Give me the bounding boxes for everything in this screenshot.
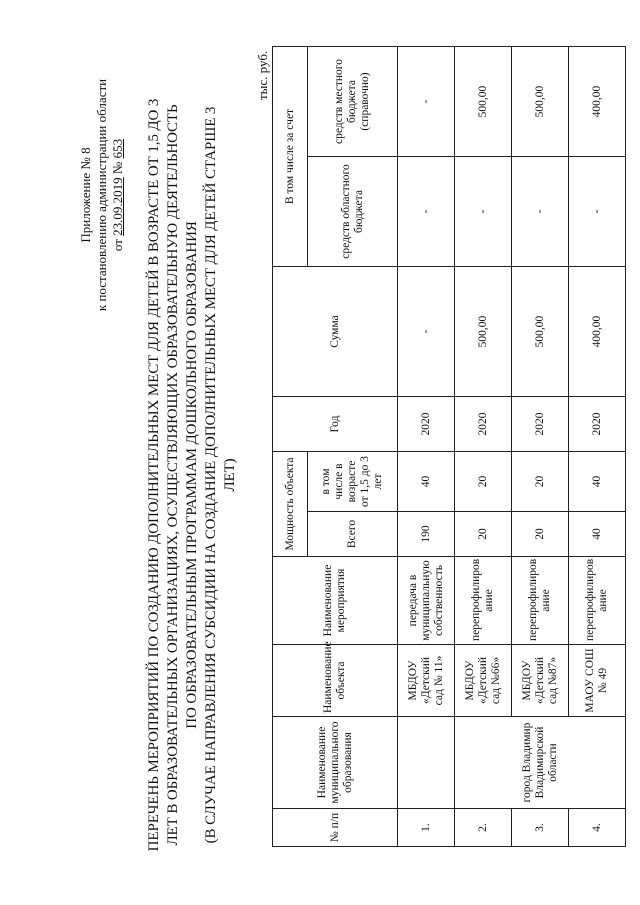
cell-regional: - — [455, 157, 512, 267]
cell-object: МБДОУ «Детский сад № 11» — [398, 645, 455, 717]
cell-capacity-total: 20 — [455, 512, 512, 557]
header-year: Год — [273, 397, 398, 452]
cell-capacity-age: 40 — [569, 452, 626, 512]
cell-object: МБДОУ «Детский сад №66» — [455, 645, 512, 717]
cell-capacity-total: 190 — [398, 512, 455, 557]
title-line-5: ЛЕТ) — [222, 458, 238, 492]
cell-regional: - — [569, 157, 626, 267]
title-line-3: ПО ОБРАЗОВАТЕЛЬНЫМ ПРОГРАММАМ ДОШКОЛЬНОГО ОБРАЗОВАНИЯ — [184, 221, 200, 729]
header-capacity: Мощность объекта — [273, 452, 308, 557]
annex-number-prefix: № — [110, 161, 125, 175]
cell-object: МБДОУ «Детский сад №87» — [512, 645, 569, 717]
table-row — [398, 47, 455, 847]
cell-local: 500,00 — [512, 47, 569, 157]
measures-table — [272, 46, 626, 847]
cell-capacity-age: 20 — [455, 452, 512, 512]
header-regional: средств областного бюджета — [308, 157, 398, 267]
annex-number: Приложение № 8 — [78, 147, 93, 243]
cell-event: перепрофилиров ание — [455, 557, 512, 645]
cell-sum: - — [398, 267, 455, 397]
table-row — [455, 47, 512, 847]
cell-year: 2020 — [512, 397, 569, 452]
cell-regional: - — [398, 157, 455, 267]
header-event: Наименование мероприятия — [273, 557, 398, 645]
cell-local: 500,00 — [455, 47, 512, 157]
cell-sum: 400,00 — [569, 267, 626, 397]
header-municipality: Наименование муниципального образования — [273, 717, 398, 809]
cell-regional: - — [512, 157, 569, 267]
cell-year: 2020 — [398, 397, 455, 452]
header-capacity-total: Всего — [308, 512, 398, 557]
annex-date-prefix: от — [110, 239, 125, 252]
cell-year: 2020 — [455, 397, 512, 452]
unit-label: тыс. руб. — [255, 50, 270, 100]
title-line-1: ПЕРЕЧЕНЬ МЕРОПРИЯТИЙ ПО СОЗДАНИЮ ДОПОЛНИТЕЛЬНЫХ МЕСТ ДЛЯ ДЕТЕЙ В ВОЗРАСТЕ ОТ 1,5 ДО 3 — [146, 98, 162, 852]
annex-date-line — [110, 45, 126, 345]
header-capacity-age: в том числе в возрасте от 1,5 до 3 лет — [308, 452, 398, 512]
cell-num: 3. — [512, 809, 569, 847]
header-object: Наименование объекта — [273, 645, 398, 717]
cell-capacity-total: 40 — [569, 512, 626, 557]
cell-sum: 500,00 — [512, 267, 569, 397]
cell-event: перепрофилиров ание — [569, 557, 626, 645]
cell-municipality — [398, 717, 455, 809]
cell-year: 2020 — [569, 397, 626, 452]
title-line-4: (В СЛУЧАЕ НАПРАВЛЕНИЯ СУБСИДИИ НА СОЗДАНИЕ ДОПОЛНИТЕЛЬНЫХ МЕСТ ДЛЯ ДЕТЕЙ СТАРШЕ 3 — [203, 106, 219, 844]
cell-capacity-total: 20 — [512, 512, 569, 557]
cell-capacity-age: 20 — [512, 452, 569, 512]
header-incl: В том числе за счет — [273, 47, 308, 267]
annex-resolution: к постановлению администрации области — [94, 78, 109, 312]
cell-sum: 500,00 — [455, 267, 512, 397]
cell-num: 4. — [569, 809, 626, 847]
document-title — [145, 75, 240, 875]
annex-doc-number: 653 — [110, 138, 125, 159]
cell-local: 400,00 — [569, 47, 626, 157]
title-line-2: ЛЕТ В ОБРАЗОВАТЕЛЬНЫХ ОРГАНИЗАЦИЯХ, ОСУЩЕСТВЛЯЮЩИХ ОБРАЗОВАТЕЛЬНУЮ ДЕЯТЕЛЬНОСТЬ — [165, 104, 181, 846]
header-num: № п/п — [273, 809, 398, 847]
annex-date: 23.09.2019 — [110, 177, 125, 236]
cell-num: 1. — [398, 809, 455, 847]
cell-event: передача в муниципальную собственность — [398, 557, 455, 645]
cell-local: - — [398, 47, 455, 157]
annex-block — [78, 45, 126, 345]
cell-num: 2. — [455, 809, 512, 847]
cell-municipality-merged: город Владимир Владимирской области — [455, 717, 626, 809]
cell-object: МАОУ СОШ № 49 — [569, 645, 626, 717]
cell-event: перепрофилиров ание — [512, 557, 569, 645]
header-local: средств местного бюджета (справочно) — [308, 47, 398, 157]
header-sum: Сумма — [273, 267, 398, 397]
cell-capacity-age: 40 — [398, 452, 455, 512]
